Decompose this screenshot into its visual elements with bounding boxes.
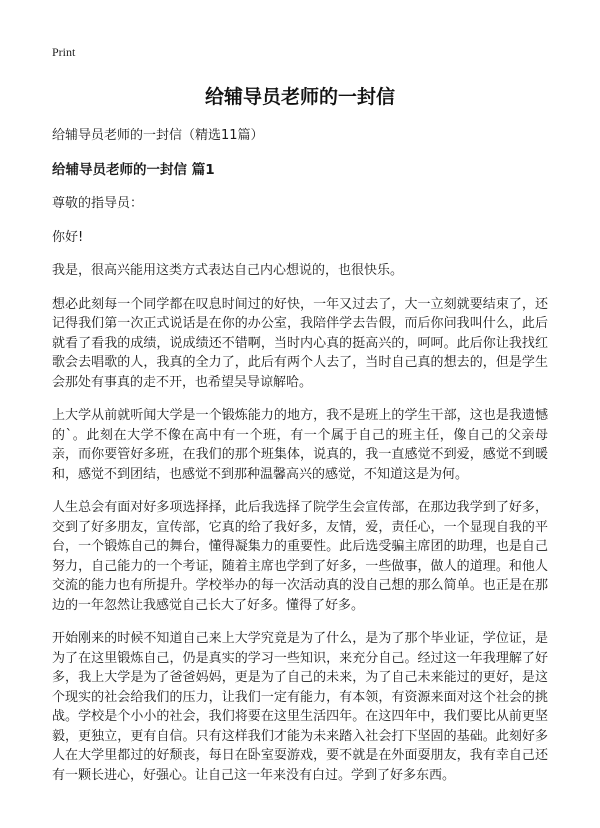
body-paragraph: 人生总会有面对好多项选择择，此后我选择了院学生会宣传部，在那边我学到了好多，交到了好多朋友，宣传部，它真的给了我好多，友情，爱，责任心，一个显现自我的平台，一个锻炼自己的舞台，懂得凝集力的重要性。此后选受骗主席团的助理，也是自己努力，自己能力的一个考证，随着主席也学到了好多，一些做事，做人的道理。和他人交流的能力也有所提升。学校举办的每一次活动真的没自己想的那么简单。也正是在那边的一年忽然让我感觉自己长大了好多。懂得了好多。 xyxy=(52,500,548,613)
page-title: 给辅导员老师的一封信 xyxy=(204,86,395,108)
intro-paragraph: 我是，很高兴能用这类方式表达自己内心想说的，也很快乐。 xyxy=(52,263,404,278)
section-title: 给辅导员老师的一封信 篇1 xyxy=(52,162,215,178)
body-paragraph: 想必此刻每一个同学都在叹息时间过的好快，一年又过去了，大一立刻就要结束了，还记得我们第一次正式说话是在你的办公室，我陪伴学去告假，而后你问我叫什么，此后就看了看我的成绩，说成绩还不错啊，当时内心真的挺高兴的，呵呵。此后你让我找红歌会去唱歌的人，我真的全力了，此后有两个人去了，当时自己真的想去的，但是学生会那处有事真的走不开，也希望吴导谅解哈。 xyxy=(52,296,548,390)
body-paragraph: 上大学从前就听闻大学是一个锻炼能力的地方，我不是班上的学生干部，这也是我遗憾的`。此刻在大学不像在高中有一个班，有一个属于自己的班主任，像自己的父亲母亲，而你要管好多班，在我们的那个班集体，说真的，我一直感觉不到爱，感觉不到暖和，感觉不到团结，也感觉不到那种温馨高兴的感觉，不知道这是为何。 xyxy=(52,408,548,482)
greeting: 你好! xyxy=(52,229,84,245)
document-subtitle: 给辅导员老师的一封信（精选11篇） xyxy=(52,128,264,143)
salutation: 尊敬的指导员： xyxy=(52,196,144,211)
print-link[interactable]: Print xyxy=(52,45,76,59)
body-paragraph: 开始刚来的时候不知道自己来上大学究竟是为了什么，是为了那个毕业证，学位证，是为了在这里锻炼自己，仍是真实的学习一些知识，来充分自己。经过这一年我理解了好多，我上大学是为了爸爸妈妈，更是为了自己的未来，为了自己未来能过的更好，是这个现实的社会给我们的压力，让我们一定有能力，有本领，有资源来面对这个社会的挑战。学校是个小小的社会，我们将要在这里生活四年。在这四年中，我们要比从前更坚毅，更独立，更有自信。只有这样我们才能为未来踏入社会打下坚固的基础。此刻好多人在大学里都过的好颓丧，每日在卧室耍游戏，要不就是在外面耍朋友，我有幸自己还有一颗长进心，好强心。让自己这一年来没有白过。学到了好多东西。 xyxy=(52,631,548,783)
